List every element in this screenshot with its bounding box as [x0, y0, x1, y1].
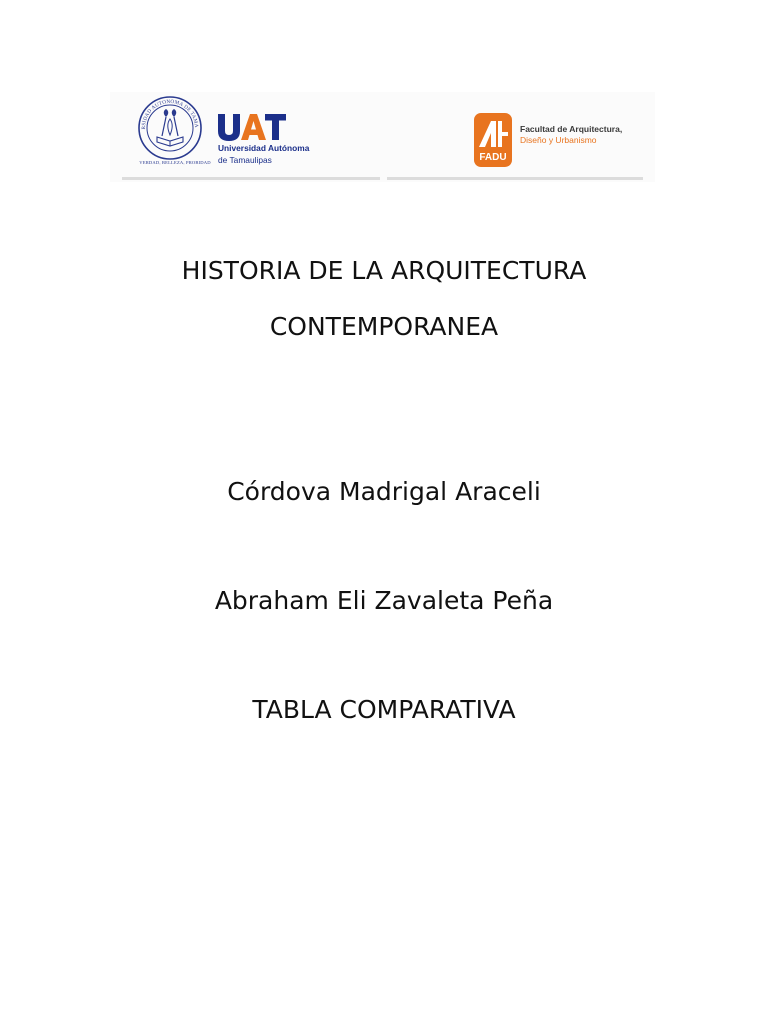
- author-name-2: Abraham Eli Zavaleta Peña: [214, 586, 554, 615]
- university-seal-icon: [137, 95, 203, 161]
- seal-motto: VERDAD, BELLEZA, PROBIDAD: [139, 160, 211, 165]
- fadu-logo-icon: [474, 113, 512, 167]
- seal-ring-text: RSIDAD AUTONOMA DE TAMA: [140, 98, 200, 130]
- fadu-text-line-1: Facultad de Arquitectura,: [520, 124, 623, 134]
- fadu-text-line-2: Diseño y Urbanismo: [520, 135, 597, 145]
- author-name-1: Córdova Madrigal Araceli: [227, 477, 541, 506]
- document-type: TABLA COMPARATIVA: [252, 695, 516, 724]
- uat-name-line-1: Universidad Autónoma: [218, 143, 310, 153]
- document-title-line-1: HISTORIA DE LA ARQUITECTURA: [181, 256, 587, 285]
- uat-name-line-2: de Tamaulipas: [218, 155, 272, 165]
- document-title-line-2: CONTEMPORANEA: [269, 312, 499, 341]
- uat-wordmark: [216, 112, 288, 142]
- header-divider-right: [387, 177, 643, 180]
- header-divider-left: [122, 177, 380, 180]
- fadu-mark-text: FADU: [479, 152, 507, 163]
